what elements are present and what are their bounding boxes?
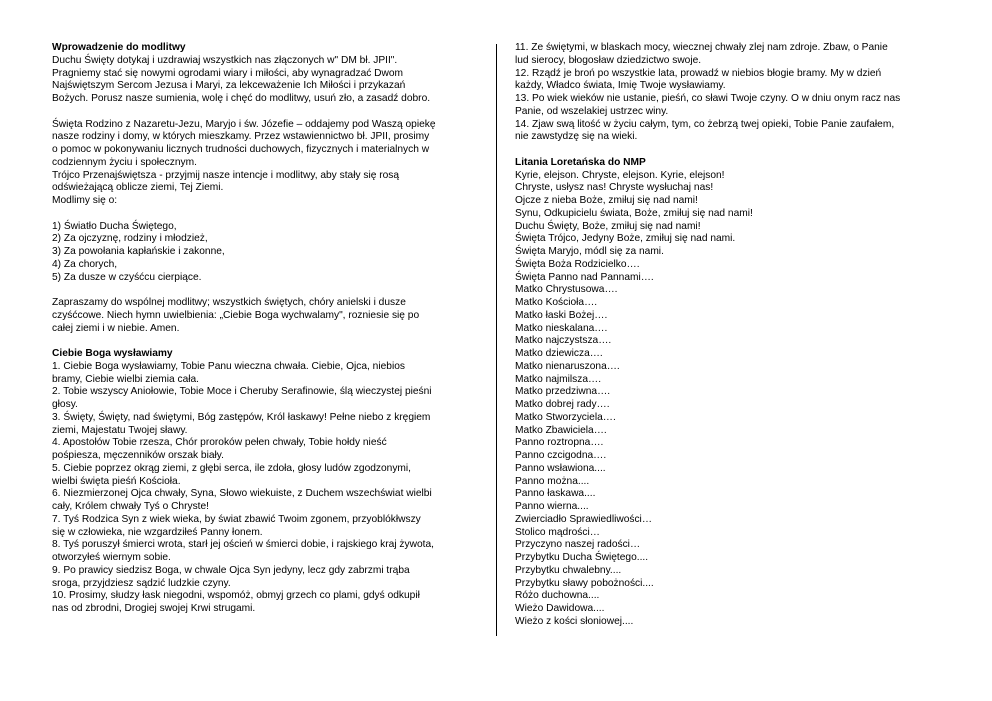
text-line: 4) Za chorych, — [52, 258, 118, 270]
text-line: 2. Tobie wszyscy Aniołowie, Tobie Moce i Cheruby Serafinowie, ślą wieczystej pieśni — [52, 386, 432, 398]
text-line: 5) Za dusze w czyśćcu cierpiące. — [52, 271, 202, 283]
text-line: Bożych. Porusz nasze sumienia, wolę i chęć do modlitwy, usuń zło, a zasadź dobro. — [52, 93, 431, 104]
text-line: Ojcze z nieba Boże, zmiłuj się nad nami! — [515, 195, 698, 206]
text-line: sroga, przyjdziesz sądzić ludzkie czyny. — [52, 577, 231, 589]
text-line: Matko łaski Bożej…. — [515, 309, 608, 321]
text-line: Różo duchowna.... — [515, 590, 600, 602]
text-line: 7. Tyś Rodzica Syn z wiek wieka, by świat zbawić Twoim zgonem, przyoblókłwszy — [52, 513, 421, 525]
text-line: Duchu Święty, Boże, zmiłuj się nad nami! — [515, 220, 701, 232]
left-column — [52, 42, 477, 616]
text-line: Święta Boża Rodzicielko…. — [515, 258, 640, 270]
text-line: pośpiesza, męczenników orszak biały. — [52, 450, 224, 461]
text-line: otworzyłeś wiernym sobie. — [52, 552, 171, 563]
text-line: Święta Panno nad Pannami…. — [515, 271, 654, 283]
text-line: się w człowieka, nie wzgardziłeś Panny łonem. — [52, 526, 263, 538]
text-line: 3) Za powołania kapłańskie i zakonne, — [52, 246, 225, 257]
text-line: 13. Po wiek wieków nie ustanie, pieśń, co sławi Twoje czyny. O w dniu onym racz nas — [515, 93, 901, 104]
text-line: Przyczyno naszej radości… — [515, 539, 641, 551]
text-line: Matko Kościoła…. — [515, 297, 598, 308]
text-line: 10. Prosimy, słudzy łask niegodni, wspomóż, obmyj grzech co plami, gdyś odkupił — [52, 590, 420, 602]
invite-paragraph — [52, 297, 477, 335]
text-line: Matko Chrystusowa…. — [515, 284, 618, 296]
hymn-heading: Ciebie Boga wysławiamy — [52, 348, 173, 359]
text-line: Przybytku sławy pobożności.... — [515, 577, 654, 589]
text-line: Synu, Odkupicielu świata, Boże, zmiłuj się nad nami! — [515, 207, 753, 219]
text-line: Panno wsławiona.... — [515, 462, 606, 474]
hymn-verses — [52, 361, 477, 616]
text-line: Święta Maryjo, módl się za nami. — [515, 246, 664, 257]
text-line: Duchu Święty dotykaj i uzdrawiaj wszystkich nas złączonych w" DM bł. JPII". — [52, 54, 398, 66]
text-line: głosy. — [52, 399, 78, 410]
text-line: Zapraszamy do wspólnej modlitwy; wszystkich świętych, chóry anielski i dusze — [52, 297, 406, 308]
right-column — [515, 42, 945, 629]
text-line: Matko Zbawiciela…. — [515, 424, 607, 436]
text-line: nie zawstydzę się na wieki. — [515, 131, 638, 143]
text-line: cały, Królem chwały Tyś o Chryste! — [52, 501, 210, 512]
spacer — [52, 106, 477, 119]
text-line: Panno roztropna…. — [515, 437, 604, 449]
text-line: Matko najczystsza…. — [515, 335, 612, 347]
intro-paragraph — [52, 55, 477, 106]
text-line: nas od zbrodni, Drogiej swojej Krwi strugami. — [52, 603, 256, 614]
text-line: Zwierciadło Sprawiedliwości… — [515, 513, 653, 525]
text-line: Matko dobrej rady…. — [515, 399, 610, 410]
litany-heading: Litania Loretańska do NMP — [515, 156, 646, 168]
text-line: wielbi święta pieśń Kościoła. — [52, 475, 181, 487]
text-line: Przybytku chwalebny.... — [515, 564, 622, 576]
text-line: Matko dziewicza…. — [515, 348, 603, 359]
text-line: każdy, Władco świata, Imię Twoje wysławiamy. — [515, 80, 726, 92]
spacer — [52, 335, 477, 348]
text-line: Panno wierna.... — [515, 501, 589, 512]
text-line: 3. Święty, Święty, nad świętymi, Bóg zastępów, Król łaskawy! Pełne niebo z kręgiem — [52, 411, 431, 423]
text-line: 8. Tyś poruszył śmierci wrota, starł jej oścień w śmierci dobie, i rajskiego kraj żywota, — [52, 539, 434, 551]
text-line: Panno łaskawa.... — [515, 488, 596, 500]
text-line: Przybytku Ducha Świętego.... — [515, 552, 649, 563]
text-line: czyśćcowe. Niech hymn uwielbienia: „Ciebie Boga wychwalamy", rozniesie się po — [52, 309, 420, 321]
text-line: Pragniemy stać się nowymi ogrodami wiary i miłości, aby wynagradzać Dwom — [52, 67, 404, 79]
text-line: 1. Ciebie Boga wysławiamy, Tobie Panu wieczna chwała. Ciebie, Ojca, niebios — [52, 360, 405, 372]
text-line: Panno czcigodna…. — [515, 450, 607, 461]
text-line: Panie, od wszelakiej ustrzec winy. — [515, 105, 669, 117]
text-line: 4. Apostołów Tobie rzesza, Chór proroków pełen chwały, Tobie hołdy nieść — [52, 437, 387, 449]
text-line: Wieżo z kości słoniowej.... — [515, 615, 634, 627]
text-line: całej ziemi i w niebie. Amen. — [52, 322, 180, 334]
spacer — [52, 208, 477, 221]
text-line: 6. Niezmierzonej Ojca chwały, Syna, Słowo wiekuiste, z Duchem wszechświat wielbi — [52, 488, 432, 500]
text-line: Matko nienaruszona…. — [515, 360, 620, 372]
text-line: Najświętszym Sercom Jezusa i Maryi, za lekceważenie Ich Miłości i przykazań — [52, 80, 406, 92]
text-line: Wieżo Dawidowa.... — [515, 603, 605, 614]
text-line: o pomoc w pokonywaniu licznych trudności duchowych, fizycznych i materialnych w — [52, 144, 430, 155]
text-line: lud sierocy, błogosław dziedzictwo swoje. — [515, 54, 702, 66]
text-line: Modlimy się o: — [52, 195, 118, 206]
text-line: Chryste, usłysz nas! Chryste wysłuchaj nas! — [515, 182, 714, 194]
text-line: 1) Światło Ducha Świętego, — [52, 220, 177, 232]
text-line: Święta Rodzino z Nazaretu-Jezu, Maryjo i św. Józefie – oddajemy pod Waszą opiekę — [52, 118, 436, 130]
text-line: Matko najmilsza…. — [515, 373, 602, 385]
intentions-list — [52, 221, 477, 285]
text-line: codziennym życiu i społecznym. — [52, 156, 197, 168]
column-divider — [496, 44, 497, 636]
family-paragraph — [52, 119, 477, 208]
spacer — [515, 144, 945, 157]
hymn-verses-continued — [515, 42, 945, 144]
text-line: bramy, Ciebie wielbi ziemia cała. — [52, 373, 200, 385]
text-line: nasze rodziny i domy, w których mieszkamy. Przez wstawiennictwo bł. JPII, prosimy — [52, 131, 430, 143]
text-line: 14. Zjaw swą litość w życiu całym, tym, co żebrzą twej opieki, Tobie Panie zaufałem, — [515, 118, 895, 130]
text-line: Matko Stworzyciela…. — [515, 411, 616, 423]
litany-invocations — [515, 170, 945, 629]
text-line: Stolico mądrości… — [515, 526, 600, 538]
text-line: Święta Trójco, Jedyny Boże, zmiłuj się nad nami. — [515, 233, 736, 245]
text-line: Trójco Przenajświętsza - przyjmij nasze intencje i modlitwy, aby stały się rosą — [52, 169, 400, 181]
spacer — [52, 284, 477, 297]
text-line: ziemi, Majestatu Twojej sławy. — [52, 424, 188, 436]
text-line: 12. Rządź je broń po wszystkie lata, prowadź w niebios błogie bramy. My w dzień — [515, 67, 882, 79]
intro-heading: Wprowadzenie do modlitwy — [52, 42, 186, 53]
text-line: 11. Ze świętymi, w blaskach mocy, wiecznej chwały zlej nam zdroje. Zbaw, o Panie — [515, 42, 888, 53]
text-line: 5. Ciebie poprzez okrąg ziemi, z głębi serca, ile zdoła, głosy ludów zgodzonymi, — [52, 462, 411, 474]
text-line: Matko przedziwna…. — [515, 386, 611, 398]
text-line: odświeżającą oblicze ziemi, Tej Ziemi. — [52, 182, 224, 194]
text-line: Kyrie, elejson. Chryste, elejson. Kyrie, elejson! — [515, 169, 725, 181]
text-line: Matko nieskalana…. — [515, 322, 608, 334]
text-line: Panno można.... — [515, 475, 590, 487]
text-line: 2) Za ojczyznę, rodziny i młodzież, — [52, 233, 208, 245]
text-line: 9. Po prawicy siedzisz Boga, w chwale Ojca Syn jedyny, lecz gdy zabrzmi trąba — [52, 564, 410, 576]
